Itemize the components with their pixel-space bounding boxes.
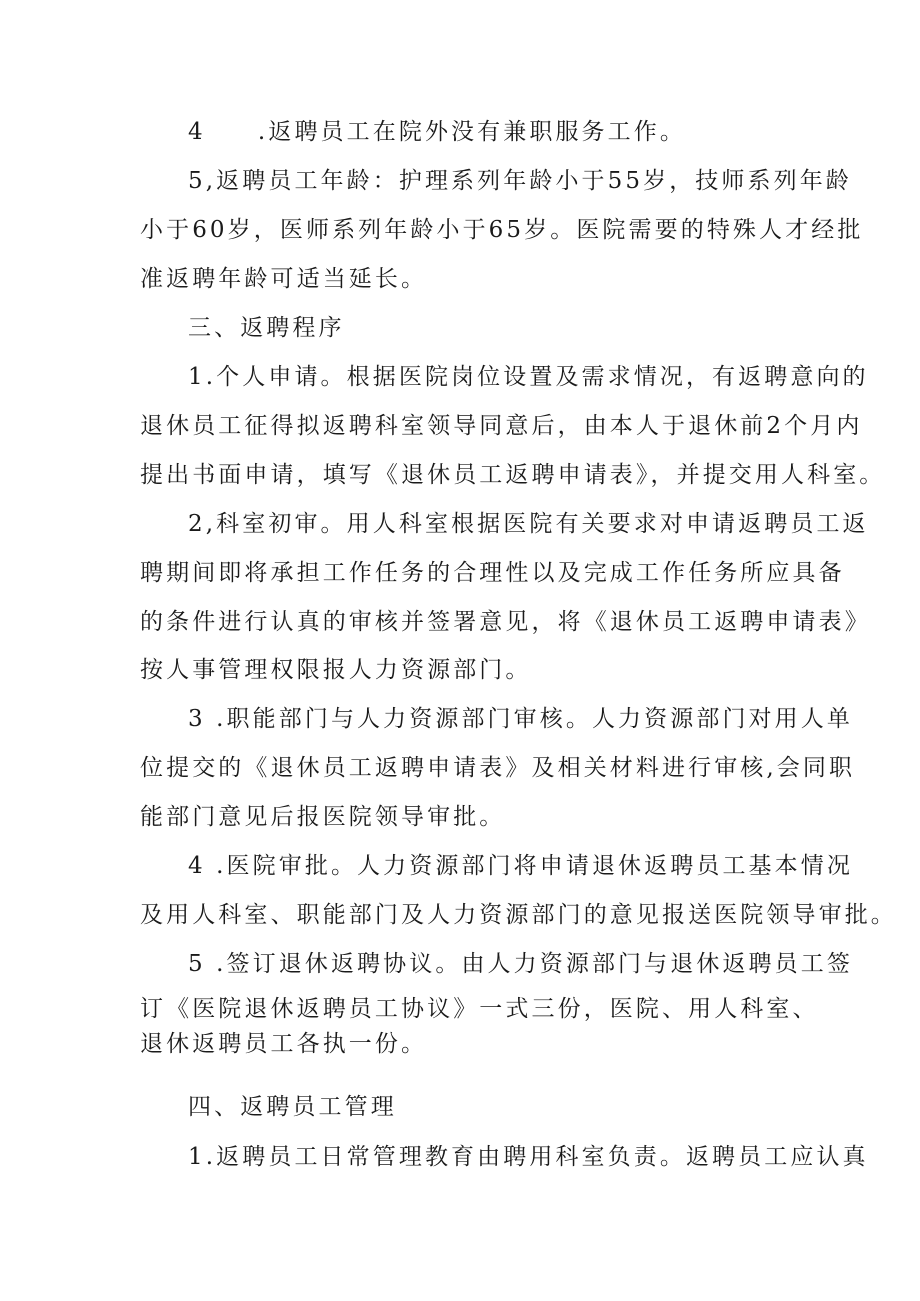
text-line: 聘期间即将承担工作任务的合理性以及完成工作任务所应具备 <box>140 560 845 586</box>
text-line: 4 .返聘员工在院外没有兼职服务工作。 <box>188 119 686 145</box>
text-line: 5 .签订退休返聘协议。由人力资源部门与退休返聘员工签 <box>188 951 853 977</box>
text-line: 能部门意见后报医院领导审批。 <box>140 804 506 830</box>
text-line: 2,科室初审。用人科室根据医院有关要求对申请返聘员工返 <box>188 511 869 537</box>
section-heading: 四、返聘员工管理 <box>188 1094 397 1120</box>
text-line: 的条件进行认真的审核并签署意见，将《退休员工返聘申请表》 <box>140 609 871 635</box>
text-line: 退休员工征得拟返聘科室领导同意后，由本人于退休前2个月内 <box>140 413 863 439</box>
text-line: 位提交的《退休员工返聘申请表》及相关材料进行审核,会同职 <box>140 755 856 781</box>
text-line: 订《医院退休返聘员工协议》一式三份，医院、用人科室、 <box>140 996 819 1022</box>
text-line: 3 .职能部门与人力资源部门审核。人力资源部门对用人单 <box>188 706 853 732</box>
text-line: 1.返聘员工日常管理教育由聘用科室负责。返聘员工应认真 <box>188 1144 869 1170</box>
text-line: 5,返聘员工年龄：护理系列年龄小于55岁，技师系列年龄 <box>188 168 852 194</box>
text-line: 退休返聘员工各执一份。 <box>140 1031 428 1057</box>
text-line: 4 .医院审批。人力资源部门将申请退休返聘员工基本情况 <box>188 853 853 879</box>
text-line: 1.个人申请。根据医院岗位设置及需求情况，有返聘意向的 <box>188 364 869 390</box>
text-line: 准返聘年龄可适当延长。 <box>140 266 428 292</box>
text-line: 及用人科室、职能部门及人力资源部门的意见报送医院领导审批。 <box>140 902 897 928</box>
text-line: 提出书面申请，填写《退休员工返聘申请表》，并提交用人科室。 <box>140 462 886 488</box>
text-line: 小于60岁，医师系列年龄小于65岁。医院需要的特殊人才经批 <box>140 217 864 243</box>
text-line: 按人事管理权限报人力资源部门。 <box>140 657 532 683</box>
section-heading: 三、返聘程序 <box>188 315 345 341</box>
